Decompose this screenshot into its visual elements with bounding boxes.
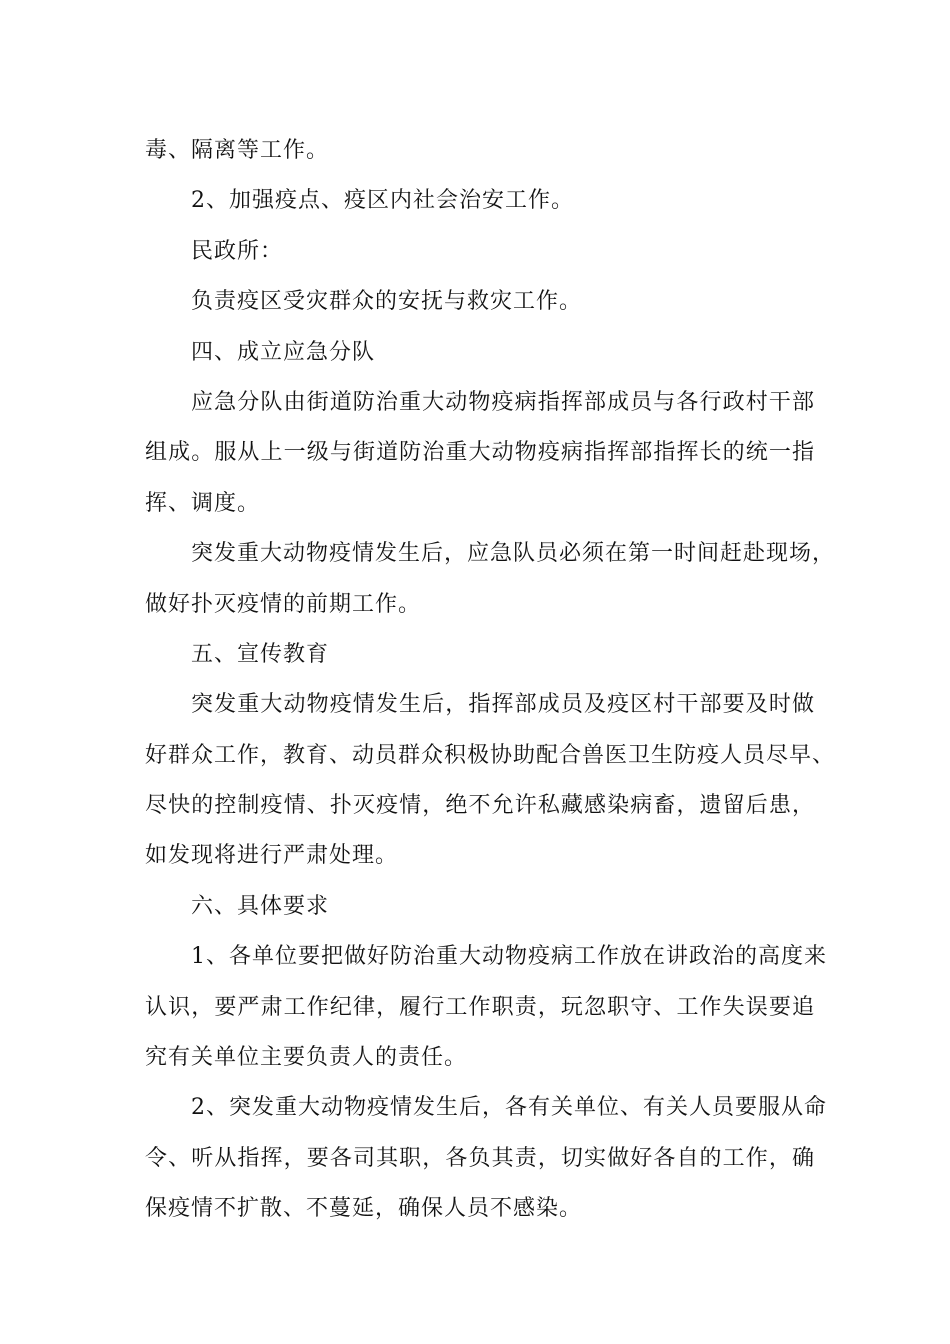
paragraph-line: 认识，要严肃工作纪律，履行工作职责，玩忽职守、工作失误要追 [145, 994, 815, 1020]
paragraph-line: 负责疫区受灾群众的安抚与救灾工作。 [191, 289, 583, 315]
paragraph-line: 毒、隔离等工作。 [145, 138, 330, 163]
section-label-civil-affairs: 民政所： [191, 238, 284, 264]
paragraph-line: 突发重大动物疫情发生后，应急队员必须在第一时间赶赴现场， [191, 541, 836, 567]
section-heading-requirements: 六、具体要求 [191, 893, 330, 919]
paragraph-line: 挥、调度。 [145, 490, 261, 516]
paragraph-line: 2、加强疫点、疫区内社会治安工作。 [191, 188, 574, 214]
section-heading-emergency-team: 四、成立应急分队 [191, 339, 376, 365]
paragraph-line: 1、各单位要把做好防治重大动物疫病工作放在讲政治的高度来 [191, 944, 827, 970]
paragraph-line: 应急分队由街道防治重大动物疫病指挥部成员与各行政村干部 [191, 389, 815, 415]
paragraph-line: 如发现将进行严肃处理。 [145, 843, 399, 869]
section-heading-publicity: 五、宣传教育 [191, 641, 330, 667]
paragraph-line: 究有关单位主要负责人的责任。 [145, 1045, 468, 1071]
paragraph-line: 保疫情不扩散、不蔓延，确保人员不感染。 [145, 1196, 583, 1222]
paragraph-line: 好群众工作，教育、动员群众积极协助配合兽医卫生防疫人员尽早、 [145, 742, 836, 768]
paragraph-line: 组成。服从上一级与街道防治重大动物疫病指挥部指挥长的统一指 [145, 440, 815, 466]
paragraph-line: 尽快的控制疫情、扑灭疫情，绝不允许私藏感染病畜，遗留后患， [145, 793, 815, 819]
paragraph-line: 2、突发重大动物疫情发生后，各有关单位、有关人员要服从命 [191, 1095, 827, 1121]
paragraph-line: 做好扑灭疫情的前期工作。 [145, 591, 422, 617]
paragraph-line: 令、听从指挥，要各司其职，各负其责，切实做好各自的工作，确 [145, 1145, 815, 1171]
document-body [145, 126, 836, 1235]
paragraph-line: 突发重大动物疫情发生后，指挥部成员及疫区村干部要及时做 [191, 692, 815, 718]
